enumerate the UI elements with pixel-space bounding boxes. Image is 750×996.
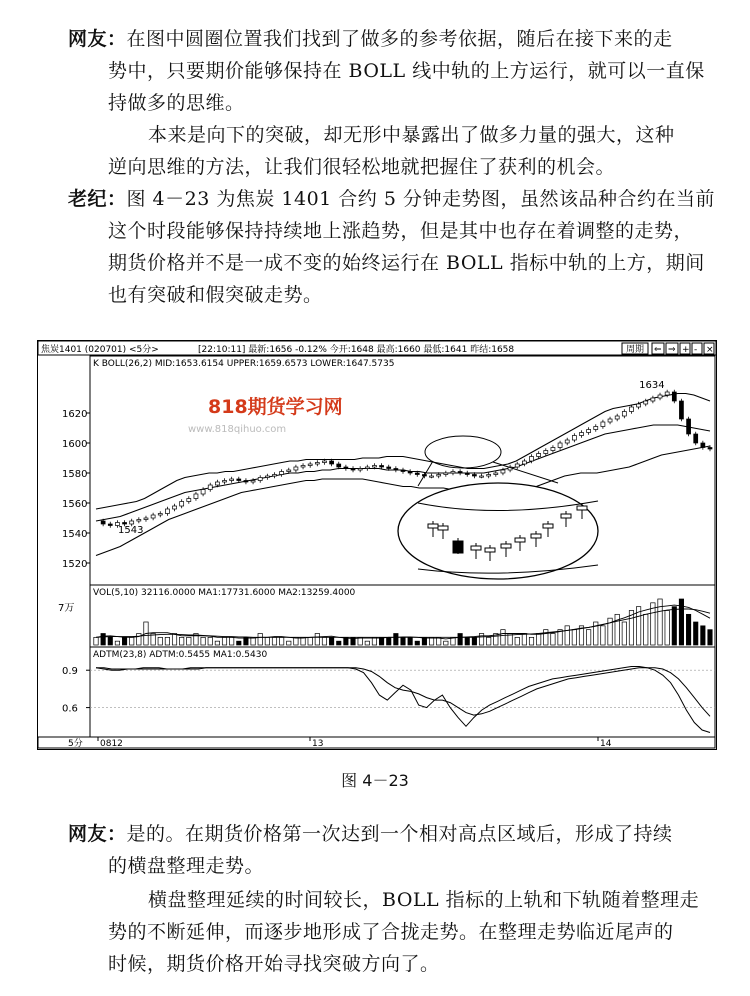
volume-bar <box>651 603 655 645</box>
candle-body <box>265 476 269 478</box>
volume-bar <box>94 637 98 645</box>
zoom-candle-body <box>577 506 587 510</box>
volume-bar <box>172 634 176 646</box>
volume-bar <box>108 637 112 645</box>
candle-body <box>230 479 234 481</box>
volume-bar <box>501 630 505 645</box>
candle-body <box>187 499 191 502</box>
x-tick-label: 13 <box>312 739 324 749</box>
candle-body <box>351 469 355 471</box>
speaker-label: 网友： <box>68 823 127 845</box>
volume-bar <box>622 622 626 645</box>
text-line: 本来是向下的突破，却无形中暴露出了做多力量的强大，这种 <box>148 124 675 146</box>
period-label: 5分 <box>68 739 83 749</box>
volume-bar <box>329 637 333 645</box>
volume-bar <box>279 637 283 645</box>
candle-body <box>137 520 141 522</box>
price-tick-label: 1620 <box>62 409 88 420</box>
volume-bar <box>672 607 676 645</box>
candle-body <box>194 494 198 499</box>
zoom-candle-body <box>453 541 463 553</box>
volume-bar <box>222 637 226 645</box>
volume-bar <box>337 641 341 645</box>
candle-body <box>629 407 633 412</box>
candle-body <box>101 521 105 524</box>
candle-body <box>565 440 569 443</box>
candle-body <box>237 479 241 481</box>
volume-bar <box>401 637 405 645</box>
annotation-high: 1634 <box>639 380 665 391</box>
text-line: 这个时段能够保持持续地上涨趋势，但是其中也存在着调整的走势， <box>108 220 694 242</box>
text-line: 在图中圆圈位置我们找到了做多的参考依据，随后在接下来的走 <box>126 28 673 50</box>
candle-body <box>430 476 434 477</box>
candle-body <box>615 416 619 419</box>
candle-body <box>694 434 698 443</box>
text-line: 逆向思维的方法，让我们很轻松地就把握住了获利的机会。 <box>108 156 616 178</box>
nav-right-icon-glyph: ⇒ <box>668 345 676 355</box>
volume-bar <box>365 641 369 645</box>
candle-body <box>280 472 284 475</box>
volume-bar <box>708 630 712 645</box>
candle-body <box>415 473 419 475</box>
volume-bar <box>287 641 291 645</box>
candle-body <box>558 443 562 448</box>
vol-unit-label: 7万 <box>58 603 75 614</box>
volume-bar <box>315 634 319 646</box>
zoom-candle-body <box>515 538 525 542</box>
candle-body <box>701 443 705 448</box>
candle-body <box>372 466 376 468</box>
candle-body <box>458 472 462 474</box>
candle-body <box>294 467 298 470</box>
volume-bar <box>615 614 619 645</box>
candle-body <box>244 481 248 483</box>
candle-body <box>322 461 326 463</box>
volume-bar <box>658 599 662 645</box>
volume-bar <box>229 637 233 645</box>
volume-bar <box>601 626 605 645</box>
volume-bar <box>201 637 205 645</box>
candle-body <box>522 461 526 464</box>
volume-bar <box>137 634 141 646</box>
candle-body <box>687 419 691 434</box>
candle-body <box>679 401 683 419</box>
volume-bar <box>272 637 276 645</box>
candle-body <box>215 482 219 485</box>
candle-body <box>301 466 305 468</box>
zoom-out-icon-glyph: - <box>694 345 698 355</box>
candle-body <box>551 448 555 451</box>
volume-bar <box>387 637 391 645</box>
volume-bar <box>472 637 476 645</box>
text-line: 也有突破和假突破走势。 <box>108 284 323 306</box>
volume-bar <box>529 637 533 645</box>
price-tick-label: 1520 <box>62 559 88 570</box>
x-tick-label: 0812 <box>100 739 123 749</box>
volume-bar <box>129 637 133 645</box>
volume-bar <box>536 634 540 646</box>
volume-bar <box>515 637 519 645</box>
candle-body <box>287 470 291 472</box>
volume-bar <box>565 626 569 645</box>
volume-bar <box>444 641 448 645</box>
watermark-logo: 818期货学习网 <box>208 396 343 418</box>
candle-body <box>608 419 612 422</box>
zoom-candle-body <box>531 534 541 538</box>
volume-bar <box>408 637 412 645</box>
candle-body <box>501 470 505 473</box>
candle-body <box>622 412 626 417</box>
price-tick-label: 1540 <box>62 529 88 540</box>
candle-body <box>108 524 112 526</box>
candle-body <box>337 464 341 467</box>
candle-body <box>123 523 127 525</box>
volume-bar <box>644 614 648 645</box>
speaker-label: 网友： <box>68 28 127 50</box>
adtm-tick-label: 0.9 <box>62 666 78 678</box>
close-icon-glyph: × <box>706 345 714 355</box>
candle-body <box>494 473 498 475</box>
adtm-line <box>96 667 710 733</box>
text-line: 势中，只要期价能够保持在 BOLL 线中轨的上方运行，就可以一直保 <box>108 60 705 82</box>
candle-body <box>401 470 405 472</box>
volume-bar <box>479 634 483 646</box>
x-tick-label: 14 <box>600 739 612 749</box>
text-line: 势的不断延伸，而逐步地形成了合拢走势。在整理走势临近尾声的 <box>108 921 674 943</box>
candle-body <box>330 461 334 464</box>
watermark-url: www.818qihuo.com <box>188 424 287 435</box>
candle-body <box>637 404 641 407</box>
volume-bar <box>522 634 526 646</box>
candle-body <box>201 490 205 495</box>
text-line: 图 4－23 为焦炭 1401 合约 5 分钟走势图，虽然该品种合约在当前 <box>126 188 715 210</box>
candle-body <box>180 502 184 507</box>
paragraph-netizen-3 <box>68 818 708 882</box>
paragraph-netizen-4 <box>68 884 708 980</box>
candle-body <box>515 464 519 467</box>
candle-body <box>130 521 134 524</box>
text-line: 期货价格并不是一成不变的始终运行在 BOLL 指标中轨的上方，期间 <box>108 252 705 274</box>
candle-body <box>579 433 583 436</box>
zoom-in-icon-glyph: + <box>682 345 690 355</box>
zoom-candle-body <box>428 524 438 528</box>
price-tick-label: 1600 <box>62 439 88 450</box>
volume-bar <box>115 641 119 645</box>
candle-body <box>487 475 491 477</box>
volume-bar <box>322 637 326 645</box>
candle-body <box>208 485 212 490</box>
volume-bar <box>544 630 548 645</box>
volume-bar <box>694 622 698 645</box>
volume-bar <box>101 634 105 646</box>
zoom-candle-body <box>561 514 571 518</box>
paragraph-netizen-2 <box>68 119 708 183</box>
volume-bar <box>208 637 212 645</box>
zoom-candle-body <box>543 524 553 528</box>
time-axis-bar <box>38 737 715 748</box>
candle-body <box>165 509 169 514</box>
candle-body <box>480 476 484 477</box>
zoom-ellipse <box>398 483 598 579</box>
adtm-tick-label: 0.6 <box>62 703 78 715</box>
candle-body <box>344 467 348 469</box>
volume-bar <box>308 637 312 645</box>
adtm-info: ADTM(23,8) ADTM:0.5455 MA1:0.5430 <box>93 650 268 660</box>
volume-bar <box>665 611 669 646</box>
chart-symbol: 焦炭1401 (020701) <5分> <box>41 345 159 355</box>
nav-left-icon-glyph: ⇐ <box>654 345 662 355</box>
annotation-low: 1543 <box>118 525 144 536</box>
volume-bar <box>165 637 169 645</box>
volume-bar <box>265 637 269 645</box>
candle-body <box>672 392 676 401</box>
volume-bar <box>586 630 590 645</box>
candle-body <box>472 475 476 477</box>
volume-bar <box>458 634 462 646</box>
volume-bar <box>258 634 262 646</box>
text-line: 是的。在期货价格第一次达到一个相对高点区域后，形成了持续 <box>126 823 673 845</box>
candle-body <box>658 395 662 398</box>
adtm-panel <box>90 647 715 737</box>
candle-body <box>223 481 227 483</box>
candle-body <box>387 467 391 469</box>
candle-body <box>151 515 155 518</box>
candle-body <box>530 457 534 462</box>
candle-body <box>572 436 576 441</box>
volume-bar <box>215 641 219 645</box>
volume-bar <box>415 641 419 645</box>
candle-body <box>644 401 648 404</box>
candle-body <box>544 451 548 454</box>
candle-body <box>408 472 412 474</box>
candle-body <box>173 506 177 509</box>
watermark <box>188 395 343 435</box>
candle-body <box>587 430 591 433</box>
volume-bar <box>158 637 162 645</box>
candle-body <box>437 475 441 477</box>
volume-bar <box>394 634 398 646</box>
candle-body <box>358 469 362 471</box>
price-tick-label: 1560 <box>62 499 88 510</box>
text-line: 的横盘整理走势。 <box>108 855 265 877</box>
candle-body <box>158 514 162 516</box>
candle-body <box>394 469 398 471</box>
candle-body <box>651 398 655 401</box>
chart-svg <box>38 341 716 749</box>
volume-bar <box>551 634 555 646</box>
volume-bar <box>686 614 690 645</box>
candle-body <box>665 392 669 395</box>
period-button-label: 周期 <box>626 345 645 355</box>
boll-info: K BOLL(26,2) MID:1653.6154 UPPER:1659.6573 LOWER:1647.5735 <box>93 359 395 369</box>
candle-body <box>537 454 541 457</box>
volume-bar <box>187 637 191 645</box>
candle-body <box>444 473 448 475</box>
volume-bar <box>701 626 705 645</box>
candle-body <box>708 448 712 450</box>
paragraph-netizen-1 <box>68 23 708 119</box>
zoom-candle-body <box>471 546 481 550</box>
candle-body <box>251 481 255 483</box>
adtm-ma-line <box>96 668 710 717</box>
zoom-candle-body <box>438 526 448 530</box>
volume-bar <box>122 637 126 645</box>
volume-bar <box>179 637 183 645</box>
candle-body <box>465 473 469 475</box>
candle-body <box>258 478 262 481</box>
candle-body <box>144 518 148 520</box>
candle-body <box>315 463 319 465</box>
candle-body <box>308 464 312 466</box>
highlight-circle <box>425 436 501 468</box>
candle-body <box>601 422 605 427</box>
text-line: 横盘整理延续的时间较长，BOLL 指标的上轨和下轨随着整理走 <box>148 889 700 911</box>
zoom-candle-body <box>501 544 511 548</box>
window-controls <box>652 343 714 355</box>
candle-body <box>272 475 276 477</box>
volume-bar <box>237 641 241 645</box>
candle-body <box>365 467 369 469</box>
paragraph-laoji <box>68 183 715 311</box>
volume-bar <box>465 637 469 645</box>
speaker-label: 老纪： <box>68 188 127 210</box>
text-line: 持做多的思维。 <box>108 92 245 114</box>
candle-body <box>380 466 384 468</box>
chart-quote: [22:10:11] 最新:1656 -0.12% 今开:1648 最高:1660 最低:1641 昨结:1658 <box>198 345 515 355</box>
price-tick-label: 1580 <box>62 469 88 480</box>
figure-caption: 图 4－23 <box>341 771 409 790</box>
volume-bar <box>486 637 490 645</box>
candle-body <box>451 472 455 474</box>
volume-bar <box>572 630 576 645</box>
text-line: 时候，期货价格开始寻找突破方向了。 <box>108 953 440 975</box>
candle-body <box>594 427 598 430</box>
futures-chart <box>37 340 717 750</box>
vol-info: VOL(5,10) 32116.0000 MA1:17731.6000 MA2:13259.4000 <box>93 588 356 598</box>
zoom-candle-body <box>485 548 495 552</box>
